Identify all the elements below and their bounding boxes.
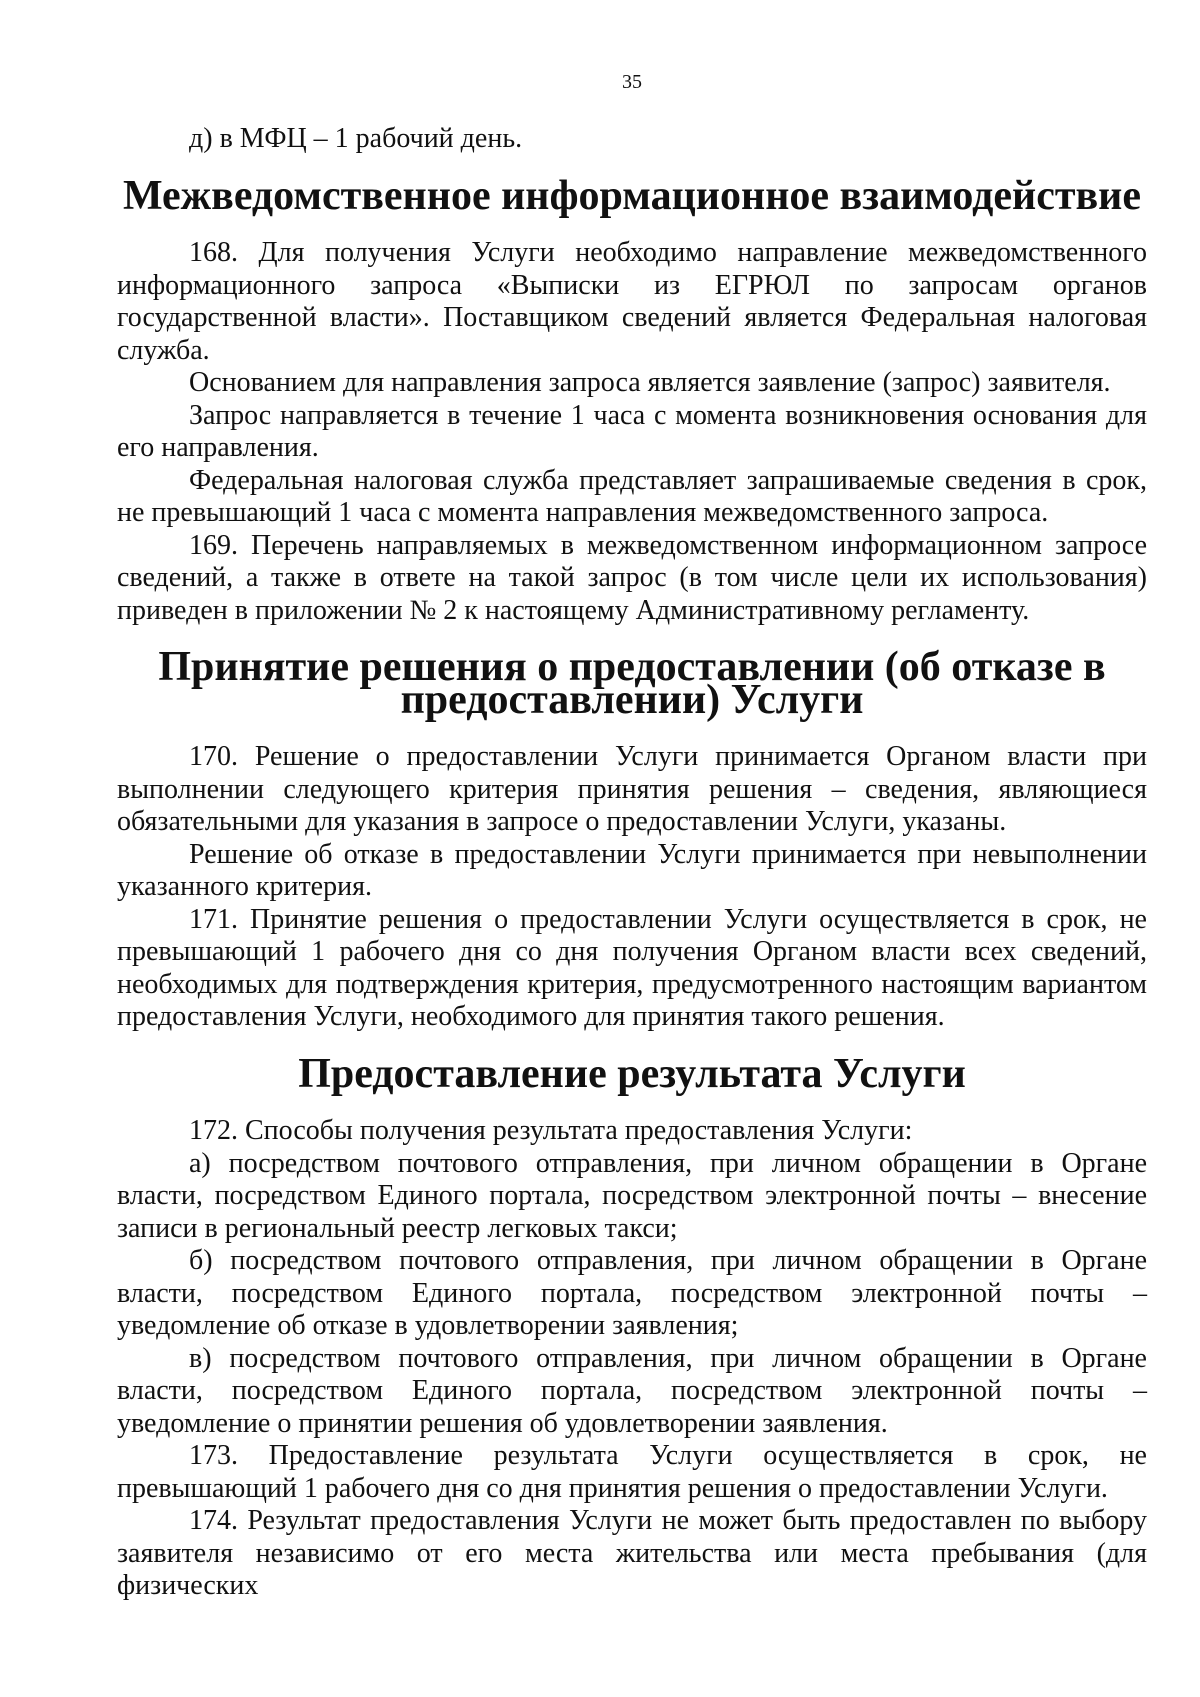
paragraph-174: 174. Результат предоставления Услуги не может быть предоставлен по выбору заявителя независимо от его места жительства или места пребывания (для физических [117, 1505, 1147, 1601]
paragraph-172-a: а) посредством почтового отправления, при личном обращении в Органе власти, посредством Единого портала, посредством электронной почты – внесение записи в региональный реестр легковых такси; [117, 1147, 1147, 1244]
paragraph-171: 171. Принятие решения о предоставлении Услуги осуществляется в срок, не превышающий 1 рабочего дня со дня получения Органом власти всех сведений, необходимых для подтверждения критерия, предусмотренного настоящим вариантом предоставления Услуги, необходимого для принятия такого решения. [117, 903, 1147, 1032]
paragraph-fns-response: Федеральная налоговая служба представляет запрашиваемые сведения в срок, не превышающий 1 часа с момента направления межведомственного запроса. [117, 464, 1147, 528]
paragraph-request-timing: Запрос направляется в течение 1 часа с момента возникновения основания для его направления. [117, 399, 1147, 463]
heading-interagency-interaction: Межведомственное информационное взаимодействие [122, 172, 1142, 219]
paragraph-172: 172. Способы получения результата предоставления Услуги: [189, 1115, 913, 1146]
paragraph-request-basis: Основанием для направления запроса является заявление (запрос) заявителя. [189, 367, 1111, 398]
document-body [117, 123, 1147, 1603]
paragraph-170: 170. Решение о предоставлении Услуги принимается Органом власти при выполнении следующего критерия принятия решения – сведения, являющиеся обязательными для указания в запросе о предоставлении Услуги, указаны. [117, 741, 1147, 837]
paragraph-172-c: в) посредством почтового отправления, при личном обращении в Органе власти, посредством Единого портала, посредством электронной почты – уведомление о принятии решения об удовлетворении заявления. [117, 1342, 1147, 1439]
paragraph-mfc-term: д) в МФЦ – 1 рабочий день. [189, 123, 523, 154]
paragraph-refusal-decision: Решение об отказе в предоставлении Услуги принимается при невыполнении указанного критерия. [117, 838, 1147, 902]
page-number: 35 [622, 71, 642, 93]
paragraph-168: 168. Для получения Услуги необходимо направление межведомственного информационного запроса «Выписки из ЕГРЮЛ по запросам органов государственной власти». Поставщиком сведений является Федеральная налоговая служба. [117, 237, 1147, 366]
paragraph-169: 169. Перечень направляемых в межведомственном информационном запросе сведений, а также в ответе на такой запрос (в том числе цели их использования) приведен в приложении № 2 к настоящему Административному регламенту. [117, 529, 1147, 626]
paragraph-172-b: б) посредством почтового отправления, при личном обращении в Органе власти, посредством Единого портала, посредством электронной почты – уведомление об отказе в удовлетворении заявления; [117, 1245, 1147, 1341]
paragraph-173: 173. Предоставление результата Услуги осуществляется в срок, не превышающий 1 рабочего дня со дня принятия решения о предоставлении Услуги. [117, 1440, 1147, 1504]
heading-decision-making: Принятие решения о предоставлении (об отказе в предоставлении) Услуги [158, 644, 1106, 723]
heading-result-provision: Предоставление результата Услуги [298, 1050, 966, 1097]
